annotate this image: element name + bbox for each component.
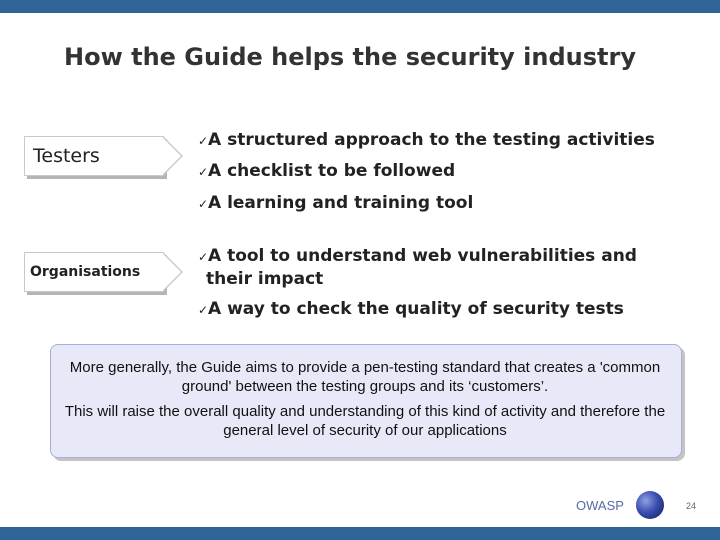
- bullet-item: [198, 192, 473, 215]
- bullet-text: A learning and training tool: [208, 193, 474, 213]
- bullet-item: [198, 245, 658, 290]
- globe-icon: [636, 491, 664, 519]
- owasp-logo-text: OWASP: [576, 498, 624, 513]
- organisations-tag: [24, 252, 164, 292]
- testers-tag: [24, 136, 164, 176]
- bullet-text: A checklist to be followed: [208, 161, 456, 181]
- bullet-item: [198, 129, 655, 152]
- slide-title: How the Guide helps the security industry: [64, 43, 636, 71]
- check-icon: ✓: [198, 303, 209, 317]
- page-number: 24: [686, 501, 697, 511]
- check-icon: ✓: [198, 134, 209, 148]
- top-accent-bar: [0, 0, 720, 13]
- bullet-text: A way to check the quality of security tests: [208, 299, 624, 319]
- check-icon: ✓: [198, 165, 209, 179]
- bullet-item: [198, 160, 455, 183]
- testers-label: Testers: [33, 145, 100, 167]
- check-icon: ✓: [198, 197, 209, 211]
- bullet-item: [198, 298, 624, 321]
- check-icon: ✓: [198, 250, 209, 264]
- bottom-accent-bar: [0, 527, 720, 540]
- summary-paragraph-1: More generally, the Guide aims to provide a pen-testing standard that creates a 'common ground' between the testing groups and its ‘customers’.: [69, 359, 661, 395]
- tag-arrow-fill: [162, 137, 181, 175]
- organisations-label: Organisations: [30, 264, 141, 280]
- bullet-text: A structured approach to the testing activities: [208, 130, 655, 150]
- bullet-text-continuation: their impact: [206, 269, 324, 289]
- summary-paragraph-2: This will raise the overall quality and understanding of this kind of activity and therefore the general level of security of our applications: [64, 403, 666, 439]
- tag-arrow-fill: [162, 253, 181, 291]
- bullet-text: A tool to understand web vulnerabilities and: [208, 246, 637, 266]
